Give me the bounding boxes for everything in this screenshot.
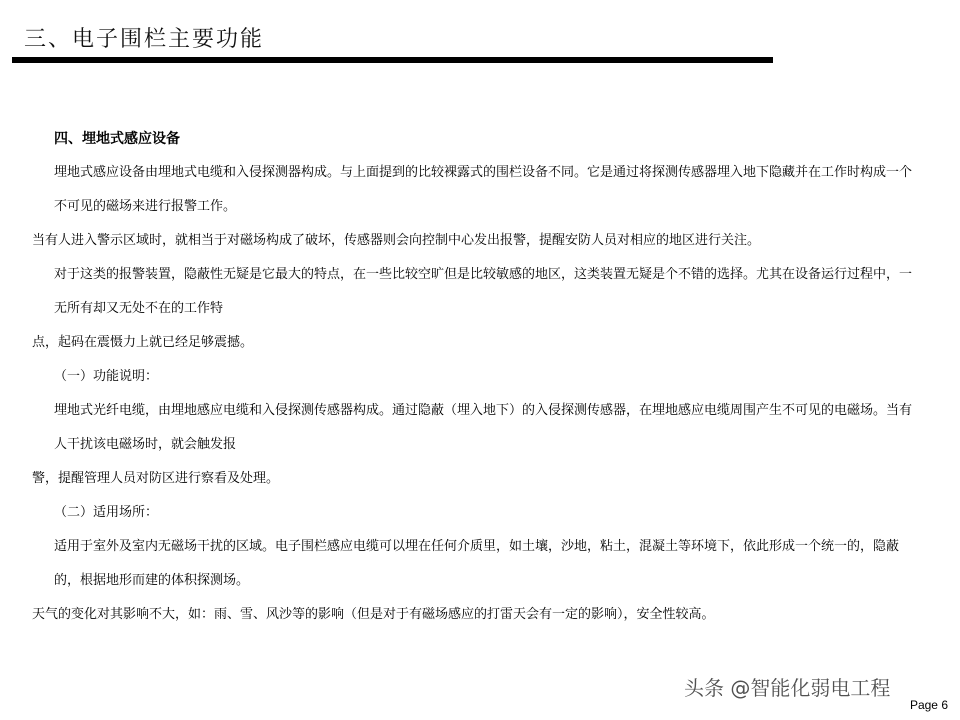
- paragraph-line: 点，起码在震慑力上就已经足够震撼。: [32, 335, 254, 350]
- paragraph-line: 当有人进入警示区域时，就相当于对磁场构成了破坏，传感器则会向控制中心发出报警，提醒安防人员对相应的地区进行关注。: [32, 233, 761, 248]
- paragraph-line: 适用于室外及室内无磁场干扰的区域。电子围栏感应电缆可以埋在任何介质里，如土壤，沙地，粘土，混凝土等环境下，依此形成一个统一的，隐蔽的，根据地形而建的体积探测场。: [54, 539, 900, 588]
- paragraph-line: 埋地式感应设备由埋地式电缆和入侵探测器构成。与上面提到的比较裸露式的围栏设备不同。它是通过将探测传感器埋入地下隐藏并在工作时构成一个不可见的磁场来进行报警工作。: [54, 165, 913, 214]
- paragraph-applicable-sites: [32, 530, 917, 632]
- paragraph-line: 天气的变化对其影响不大，如：雨、雪、风沙等的影响（但是对于有磁场感应的打雷天会有一定的影响），安全性较高。: [32, 607, 715, 622]
- paragraph-line: 警，提醒管理人员对防区进行察看及处理。: [32, 471, 280, 486]
- subheading-function: （一）功能说明：: [54, 369, 159, 384]
- paragraph-line: 对于这类的报警装置，隐蔽性无疑是它最大的特点，在一些比较空旷但是比较敏感的地区，这类装置无疑是个不错的选择。尤其在设备运行过程中，一无所有却又无处不在的工作特: [54, 267, 913, 316]
- paragraph-features: [32, 258, 917, 360]
- paragraph-intro: [32, 156, 917, 258]
- page-number: Page 6: [909, 698, 948, 712]
- watermark: 头条 @智能化弱电工程: [684, 676, 891, 700]
- paragraph-line: 埋地式光纤电缆，由埋地感应电缆和入侵探测传感器构成。通过隐蔽（埋入地下）的入侵探测传感器，在埋地感应电缆周围产生不可见的电磁场。当有人干扰该电磁场时，就会触发报: [54, 403, 913, 452]
- paragraph-function: [32, 394, 917, 496]
- slide-body: [32, 122, 917, 632]
- section-heading: 四、埋地式感应设备: [54, 131, 180, 147]
- subheading-applicable-sites: （二）适用场所：: [54, 505, 159, 520]
- slide-title: 三、电子围栏主要功能: [24, 27, 265, 52]
- title-divider: [12, 57, 773, 63]
